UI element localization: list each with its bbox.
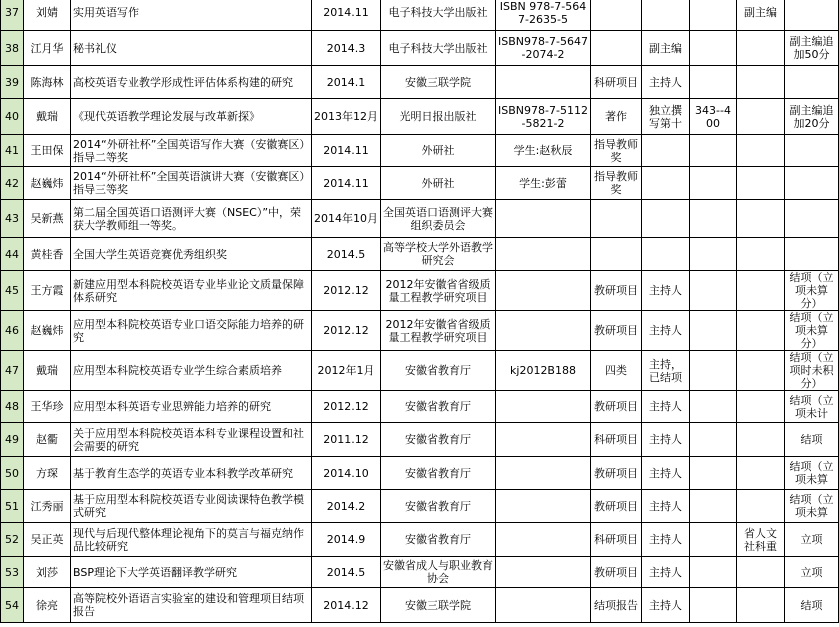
title-cell[interactable]: 基于教育生态学的英语专业本科教学改革研究 [71, 457, 312, 490]
name-cell[interactable]: 王田保 [24, 135, 71, 167]
isbn-cell[interactable]: 学生:赵秋辰 [496, 135, 591, 167]
type-cell[interactable] [591, 31, 642, 66]
row-number-cell[interactable]: 43 [1, 200, 24, 238]
isbn-cell[interactable]: ISBN978-7-5647-2074-2 [496, 31, 591, 66]
pages-cell[interactable] [690, 351, 737, 391]
date-cell[interactable]: 2014.3 [312, 31, 381, 66]
row-number-cell[interactable]: 48 [1, 391, 24, 423]
type-cell[interactable] [591, 200, 642, 238]
row-number-cell[interactable]: 51 [1, 490, 24, 523]
note-cell[interactable] [785, 66, 839, 99]
isbn-cell[interactable] [496, 523, 591, 557]
type-cell[interactable]: 结项报告 [591, 588, 642, 623]
name-cell[interactable]: 江月华 [24, 31, 71, 66]
isbn-cell[interactable] [496, 200, 591, 238]
role-cell[interactable]: 主持人 [642, 423, 690, 457]
row-number-cell[interactable]: 47 [1, 351, 24, 391]
name-cell[interactable]: 王华珍 [24, 391, 71, 423]
type-cell[interactable]: 科研项目 [591, 66, 642, 99]
isbn-cell[interactable]: 学生:彭蕾 [496, 167, 591, 200]
role2-cell[interactable] [737, 351, 785, 391]
type-cell[interactable]: 指导教师奖 [591, 135, 642, 167]
pages-cell[interactable] [690, 557, 737, 588]
date-cell[interactable]: 2014.9 [312, 523, 381, 557]
title-cell[interactable]: 全国大学生英语竞赛优秀组织奖 [71, 238, 312, 271]
note-cell[interactable]: 结项 [785, 588, 839, 623]
publisher-cell[interactable]: 安徽省教育厅 [381, 391, 496, 423]
publisher-cell[interactable]: 2012年安徽省省级质量工程教学研究项目 [381, 271, 496, 311]
date-cell[interactable]: 2014.5 [312, 238, 381, 271]
role2-cell[interactable] [737, 271, 785, 311]
name-cell[interactable]: 吴新燕 [24, 200, 71, 238]
publisher-cell[interactable]: 电子科技大学出版社 [381, 0, 496, 31]
table-row [1, 167, 839, 200]
note-cell[interactable] [785, 200, 839, 238]
table-row [1, 351, 839, 391]
table-row [1, 490, 839, 523]
date-cell[interactable]: 2012.12 [312, 311, 381, 351]
row-number-cell[interactable]: 37 [1, 0, 24, 31]
title-cell[interactable]: 2014“外研社杯”全国英语写作大赛（安徽赛区）指导二等奖 [71, 135, 312, 167]
role-cell[interactable]: 主持人 [642, 490, 690, 523]
role-cell[interactable] [642, 200, 690, 238]
pages-cell[interactable] [690, 135, 737, 167]
note-cell[interactable]: 立项 [785, 557, 839, 588]
isbn-cell[interactable] [496, 238, 591, 271]
name-cell[interactable]: 赵衢 [24, 423, 71, 457]
isbn-cell[interactable] [496, 271, 591, 311]
publisher-cell[interactable]: 电子科技大学出版社 [381, 31, 496, 66]
type-cell[interactable]: 教研项目 [591, 457, 642, 490]
table-row [1, 557, 839, 588]
table-row [1, 0, 839, 31]
name-cell[interactable]: 赵巍炜 [24, 167, 71, 200]
isbn-cell[interactable] [496, 588, 591, 623]
date-cell[interactable]: 2013年12月 [312, 99, 381, 135]
role2-cell[interactable] [737, 391, 785, 423]
note-cell[interactable]: 副主编追加20分 [785, 99, 839, 135]
title-cell[interactable]: 2014“外研社杯”全国英语演讲大赛（安徽赛区）指导三等奖 [71, 167, 312, 200]
role2-cell[interactable] [737, 135, 785, 167]
title-cell[interactable]: 《现代英语教学理论发展与改革新探》 [71, 99, 312, 135]
title-cell[interactable]: 高等院校外语语言实验室的建设和管理项目结项报告 [71, 588, 312, 623]
role-cell[interactable]: 主持人 [642, 588, 690, 623]
row-number-cell[interactable]: 45 [1, 271, 24, 311]
table-row [1, 311, 839, 351]
publisher-cell[interactable]: 2012年安徽省省级质量工程教学研究项目 [381, 311, 496, 351]
type-cell[interactable]: 教研项目 [591, 391, 642, 423]
date-cell[interactable]: 2014.5 [312, 557, 381, 588]
note-cell[interactable]: 结项 [785, 423, 839, 457]
role-cell[interactable]: 独立撰写第十 [642, 99, 690, 135]
publisher-cell[interactable]: 安徽三联学院 [381, 588, 496, 623]
table-row [1, 523, 839, 557]
name-cell[interactable]: 赵巍炜 [24, 311, 71, 351]
title-cell[interactable]: 基于应用型本科院校英语专业阅读课特色教学模式研究 [71, 490, 312, 523]
name-cell[interactable]: 刘莎 [24, 557, 71, 588]
row-number-cell[interactable]: 49 [1, 423, 24, 457]
name-cell[interactable]: 吴正英 [24, 523, 71, 557]
publisher-cell[interactable]: 安徽三联学院 [381, 66, 496, 99]
role2-cell[interactable] [737, 457, 785, 490]
isbn-cell[interactable]: kj2012B188 [496, 351, 591, 391]
publisher-cell[interactable]: 高等学校大学外语教学研究会 [381, 238, 496, 271]
role-cell[interactable]: 主持，已结项 [642, 351, 690, 391]
date-cell[interactable]: 2014.11 [312, 167, 381, 200]
publisher-cell[interactable]: 安徽省教育厅 [381, 351, 496, 391]
type-cell[interactable]: 教研项目 [591, 311, 642, 351]
table-row [1, 457, 839, 490]
role2-cell[interactable] [737, 200, 785, 238]
pages-cell[interactable] [690, 490, 737, 523]
title-cell[interactable]: 应用型本科院校英语专业学生综合素质培养 [71, 351, 312, 391]
role2-cell[interactable] [737, 490, 785, 523]
isbn-cell[interactable]: ISBN978-7-5112-5821-2 [496, 99, 591, 135]
role2-cell[interactable]: 副主编 [737, 0, 785, 31]
date-cell[interactable]: 2014年10月 [312, 200, 381, 238]
pages-cell[interactable] [690, 66, 737, 99]
date-cell[interactable]: 2014.11 [312, 135, 381, 167]
date-cell[interactable]: 2014.1 [312, 66, 381, 99]
role2-cell[interactable] [737, 167, 785, 200]
title-cell[interactable]: 应用型本科英语专业思辨能力培养的研究 [71, 391, 312, 423]
type-cell[interactable]: 科研项目 [591, 423, 642, 457]
publisher-cell[interactable]: 全国英语口语测评大赛组织委员会 [381, 200, 496, 238]
name-cell[interactable]: 王方霞 [24, 271, 71, 311]
name-cell[interactable]: 刘婧 [24, 0, 71, 31]
note-cell[interactable]: 立项 [785, 523, 839, 557]
title-cell[interactable]: BSP理论下大学英语翻译教学研究 [71, 557, 312, 588]
publisher-cell[interactable]: 光明日报出版社 [381, 99, 496, 135]
isbn-cell[interactable] [496, 391, 591, 423]
role2-cell[interactable] [737, 311, 785, 351]
role-cell[interactable]: 主持人 [642, 391, 690, 423]
row-number-cell[interactable]: 46 [1, 311, 24, 351]
isbn-cell[interactable] [496, 423, 591, 457]
publisher-cell[interactable]: 安徽省教育厅 [381, 457, 496, 490]
row-number-cell[interactable]: 50 [1, 457, 24, 490]
row-number-cell[interactable]: 54 [1, 588, 24, 623]
role-cell[interactable]: 主持人 [642, 311, 690, 351]
role-cell[interactable]: 主持人 [642, 557, 690, 588]
note-cell[interactable]: 结项（立项未计 [785, 391, 839, 423]
pages-cell[interactable] [690, 0, 737, 31]
date-cell[interactable]: 2012年1月 [312, 351, 381, 391]
title-cell[interactable]: 应用型本科院校英语专业口语交际能力培养的研究 [71, 311, 312, 351]
pages-cell[interactable] [690, 457, 737, 490]
table-row [1, 391, 839, 423]
type-cell[interactable]: 教研项目 [591, 557, 642, 588]
isbn-cell[interactable] [496, 457, 591, 490]
note-cell[interactable] [785, 238, 839, 271]
row-number-cell[interactable]: 41 [1, 135, 24, 167]
type-cell[interactable]: 指导教师奖 [591, 167, 642, 200]
table-row [1, 271, 839, 311]
name-cell[interactable]: 方琛 [24, 457, 71, 490]
row-number-cell[interactable]: 53 [1, 557, 24, 588]
isbn-cell[interactable]: ISBN 978-7-5647-2635-5 [496, 0, 591, 31]
type-cell[interactable] [591, 238, 642, 271]
type-cell[interactable] [591, 0, 642, 31]
row-number-cell[interactable]: 40 [1, 99, 24, 135]
note-cell[interactable] [785, 167, 839, 200]
role-cell[interactable] [642, 0, 690, 31]
row-number-cell[interactable]: 42 [1, 167, 24, 200]
role2-cell[interactable] [737, 557, 785, 588]
role-cell[interactable]: 主持人 [642, 523, 690, 557]
isbn-cell[interactable] [496, 66, 591, 99]
row-number-cell[interactable]: 44 [1, 238, 24, 271]
title-cell[interactable]: 现代与后现代整体理论视角下的莫言与福克纳作品比较研究 [71, 523, 312, 557]
pages-cell[interactable] [690, 238, 737, 271]
row-number-cell[interactable]: 38 [1, 31, 24, 66]
table-row [1, 31, 839, 66]
table-row [1, 588, 839, 623]
role2-cell[interactable]: 省人文社科重 [737, 523, 785, 557]
role-cell[interactable]: 主持人 [642, 66, 690, 99]
note-cell[interactable]: 结项（立项未算 [785, 490, 839, 523]
title-cell[interactable]: 秘书礼仪 [71, 31, 312, 66]
publisher-cell[interactable]: 安徽省教育厅 [381, 490, 496, 523]
pages-cell[interactable] [690, 588, 737, 623]
isbn-cell[interactable] [496, 557, 591, 588]
date-cell[interactable]: 2012.12 [312, 391, 381, 423]
publisher-cell[interactable]: 安徽省教育厅 [381, 523, 496, 557]
date-cell[interactable]: 2012.12 [312, 271, 381, 311]
date-cell[interactable]: 2014.11 [312, 0, 381, 31]
role-cell[interactable]: 副主编 [642, 31, 690, 66]
note-cell[interactable]: 结项（立项未算 [785, 457, 839, 490]
table-row [1, 238, 839, 271]
table-row [1, 66, 839, 99]
pages-cell[interactable] [690, 31, 737, 66]
role-cell[interactable] [642, 238, 690, 271]
title-cell[interactable]: 关于应用型本科院校英语本科专业课程设置和社会需要的研究 [71, 423, 312, 457]
table-row [1, 200, 839, 238]
type-cell[interactable]: 教研项目 [591, 271, 642, 311]
note-cell[interactable]: 结项（立项未算分） [785, 311, 839, 351]
role2-cell[interactable] [737, 31, 785, 66]
table-row [1, 135, 839, 167]
row-number-cell[interactable]: 39 [1, 66, 24, 99]
name-cell[interactable]: 戴瑞 [24, 351, 71, 391]
pages-cell[interactable] [690, 200, 737, 238]
name-cell[interactable]: 徐亮 [24, 588, 71, 623]
date-cell[interactable]: 2014.2 [312, 490, 381, 523]
role-cell[interactable]: 主持人 [642, 457, 690, 490]
type-cell[interactable]: 科研项目 [591, 523, 642, 557]
role-cell[interactable]: 主持人 [642, 271, 690, 311]
role2-cell[interactable] [737, 423, 785, 457]
pages-cell[interactable] [690, 311, 737, 351]
pages-cell[interactable] [690, 167, 737, 200]
title-cell[interactable]: 高校英语专业教学形成性评估体系构建的研究 [71, 66, 312, 99]
role2-cell[interactable] [737, 99, 785, 135]
publisher-cell[interactable]: 外研社 [381, 167, 496, 200]
table-row [1, 99, 839, 135]
type-cell[interactable]: 著作 [591, 99, 642, 135]
note-cell[interactable] [785, 135, 839, 167]
note-cell[interactable]: 副主编追加50分 [785, 31, 839, 66]
date-cell[interactable]: 2014.12 [312, 588, 381, 623]
title-cell[interactable]: 第二届全国英语口语测评大赛（NSEC）”中，荣获大学教师组一等奖。 [71, 200, 312, 238]
note-cell[interactable]: 结项（立项时未积分） [785, 351, 839, 391]
table-row [1, 423, 839, 457]
type-cell[interactable]: 教研项目 [591, 490, 642, 523]
pages-cell[interactable] [690, 423, 737, 457]
pages-cell[interactable]: 343--400 [690, 99, 737, 135]
type-cell[interactable]: 四类 [591, 351, 642, 391]
publisher-cell[interactable]: 外研社 [381, 135, 496, 167]
date-cell[interactable]: 2014.10 [312, 457, 381, 490]
isbn-cell[interactable] [496, 490, 591, 523]
table-body [1, 0, 839, 623]
role2-cell[interactable] [737, 66, 785, 99]
note-cell[interactable] [785, 0, 839, 31]
role2-cell[interactable] [737, 588, 785, 623]
pages-cell[interactable] [690, 523, 737, 557]
name-cell[interactable]: 黄桂香 [24, 238, 71, 271]
pages-cell[interactable] [690, 271, 737, 311]
isbn-cell[interactable] [496, 311, 591, 351]
note-cell[interactable]: 结项（立项未算分） [785, 271, 839, 311]
role-cell[interactable] [642, 135, 690, 167]
date-cell[interactable]: 2011.12 [312, 423, 381, 457]
pages-cell[interactable] [690, 391, 737, 423]
title-cell[interactable]: 新建应用型本科院校英语专业毕业论文质量保障体系研究 [71, 271, 312, 311]
publisher-cell[interactable]: 安徽省教育厅 [381, 423, 496, 457]
name-cell[interactable]: 戴瑞 [24, 99, 71, 135]
title-cell[interactable]: 实用英语写作 [71, 0, 312, 31]
role-cell[interactable] [642, 167, 690, 200]
name-cell[interactable]: 陈海林 [24, 66, 71, 99]
name-cell[interactable]: 江秀丽 [24, 490, 71, 523]
role2-cell[interactable] [737, 238, 785, 271]
row-number-cell[interactable]: 52 [1, 523, 24, 557]
publisher-cell[interactable]: 安徽省成人与职业教育协会 [381, 557, 496, 588]
